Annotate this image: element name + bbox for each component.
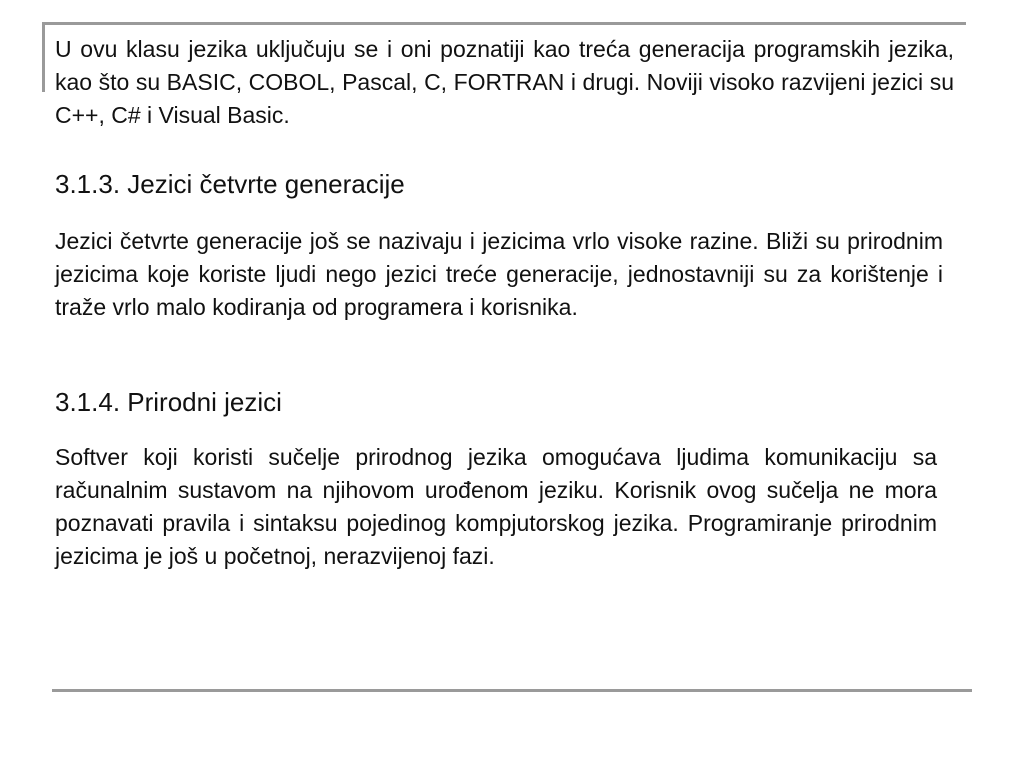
section-body-natural-languages: Softver koji koristi sučelje prirodnog jezika omogućava ljudima komunikaciju sa računalnim sustavom na njihovom urođenom jeziku. Korisnik ovog sučelja ne mora poznavati pravila i sintaksu pojedinog kompjutorskog jezika. Programiranje prirodnim jezicima je još u početnoj, nerazvijenoj fazi.: [55, 444, 937, 569]
bottom-divider: [52, 689, 972, 692]
top-divider: [42, 22, 966, 25]
left-accent-divider: [42, 22, 45, 92]
section-heading-natural-languages: 3.1.4. Prirodni jezici: [55, 387, 282, 417]
section-body-4gl: Jezici četvrte generacije još se nazivaju i jezicima vrlo visoke razine. Bliži su prirodnim jezicima koje koriste ljudi nego jezici treće generacije, jednostavniji su za korištenje i traže vrlo malo kodiranja od programera i korisnika.: [55, 228, 943, 320]
intro-paragraph: U ovu klasu jezika uključuju se i oni poznatiji kao treća generacija programskih jezika, kao što su BASIC, COBOL, Pascal, C, FORTRAN i drugi. Noviji visoko razvijeni jezici su C++, C# i Visual Basic.: [55, 36, 954, 128]
section-heading-4gl: 3.1.3. Jezici četvrte generacije: [55, 169, 405, 199]
